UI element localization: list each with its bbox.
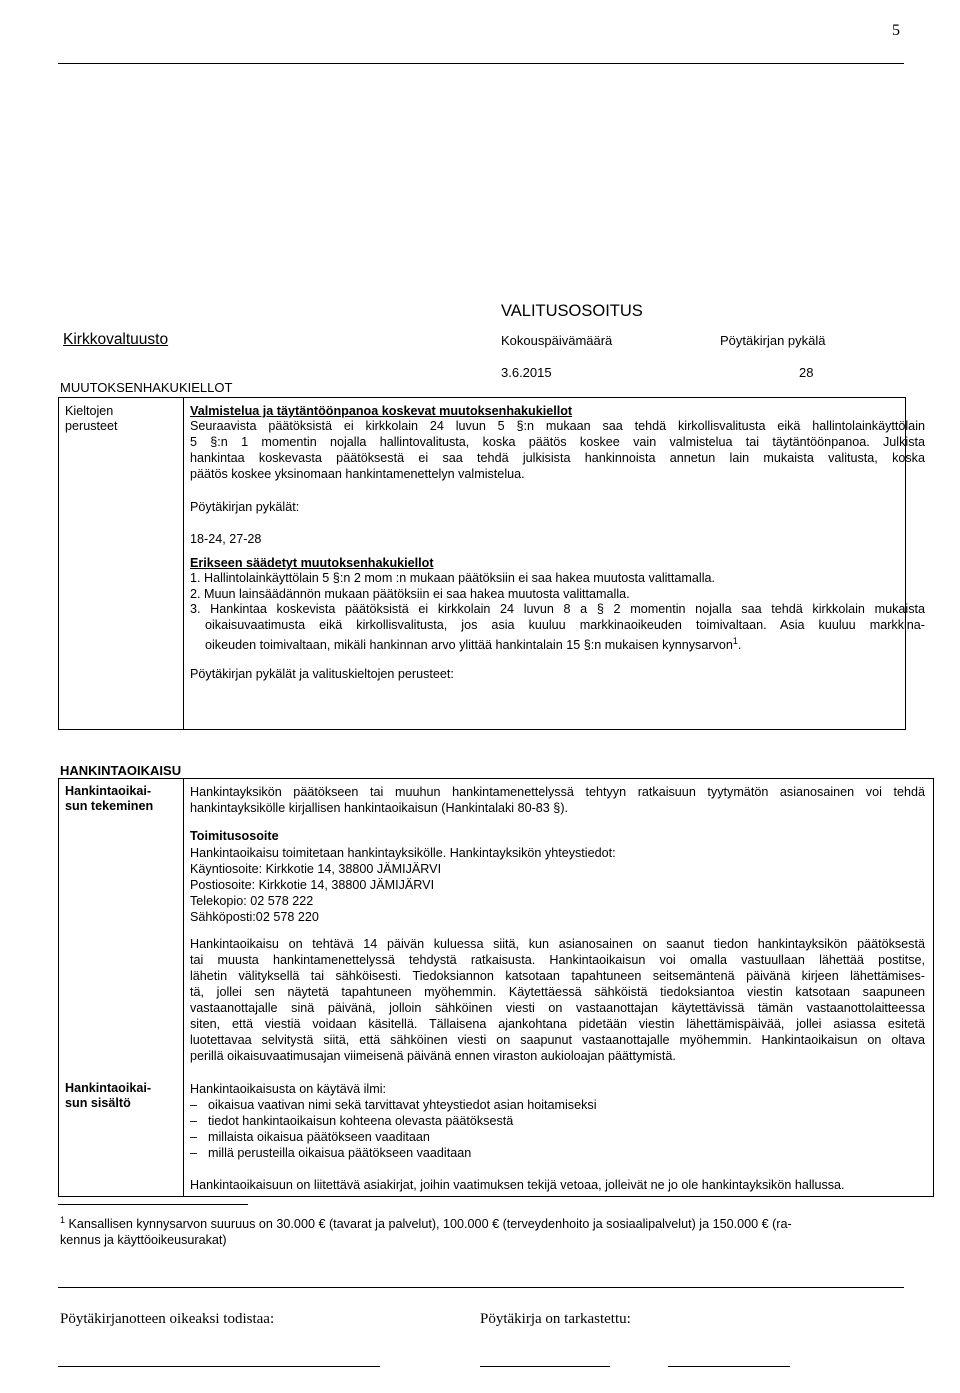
delivery-line: Telekopio: 02 578 222 (190, 894, 314, 908)
content-label-line: sun sisältö (65, 1096, 131, 1110)
certified-label: Pöytäkirjanotteen oikeaksi todistaa: (60, 1311, 275, 1327)
meeting-date: 3.6.2015 (501, 365, 552, 380)
special-restrictions-title: Erikseen säädetyt muutoksenhakukiellot (190, 556, 434, 570)
content-label-line: Hankintaoikai- (65, 1081, 152, 1095)
document-type: VALITUSOSOITUS (501, 302, 643, 320)
content-list-item (190, 1146, 471, 1161)
making-label-line: Hankintaoikai- (65, 784, 152, 798)
paragraph-line: päätös koskee yksinomaan hankintamenettelyn valmistelua. (190, 467, 525, 481)
deadline-line: tai muusta hankintamenettelyssä tehdystä ratkaisusta. Hankintaoikaisun voi omalla vastuullaan lähettää postitse, (190, 953, 925, 967)
section-label: Pöytäkirjan pykälä (720, 333, 826, 348)
restrictions-divider (183, 397, 184, 730)
deadline-line: luotettavaa selvitystä siitä, että sähköinen viesti on saapunut vastaanottajalle myöhemmin. Hankintaoikaisun on oltava (190, 1033, 925, 1047)
side-label-line: Kieltojen (65, 404, 114, 418)
section-number: 28 (799, 365, 814, 380)
deadline-line: Hankintaoikaisu on tehtävä 14 päivän kuluessa siitä, kun asianosainen on saanut tiedon hankintayksikön päätöksestä (190, 937, 925, 951)
footnote-rule (58, 1204, 248, 1205)
dash-bullet-icon: – (190, 1130, 198, 1144)
footnote (60, 1212, 792, 1248)
content-item-text: tiedot hankintaoikaisun kohteena olevasta päätöksestä (208, 1114, 514, 1128)
dash-bullet-icon: – (190, 1146, 198, 1160)
organ-name: Kirkkovaltuusto (63, 331, 169, 348)
content-label (65, 1081, 151, 1111)
restrictions-title: Valmistelua ja täytäntöönpanoa koskevat muutoksenhakukiellot (190, 404, 573, 418)
restriction-item-cont (205, 634, 741, 653)
deadline-line: perillä oikaisuvaatimusajan viimeisenä päivänä ennen viraston aukioloajan päättymistä. (190, 1049, 676, 1063)
attachments-line: Hankintaoikaisuun on liitettävä asiakirjat, joihin vaatimuksen tekijä vetoaa, jolleivät ne jo ole hankintayksikön hallussa. (190, 1178, 845, 1192)
content-list-item (190, 1098, 597, 1113)
footnote-ref: 1 (732, 636, 738, 646)
deadline-line: tä, jollei sen näytetä tapahtuneen myöhemmin. Käytettäessä sähköistä tiedoksiantoa viestin katsotaan saapuneen (190, 985, 925, 999)
intro-line: hankintayksikölle kirjallisen hankintaoikaisun (Hankintalaki 80-83 §). (190, 801, 569, 815)
restriction-item: 3. Hankintaa koskevista päätöksistä ei kirkkolain 24 luvun 8 a § 2 momentin nojalla saa tehdä kirkkolain mukaista (190, 602, 925, 616)
dash-bullet-icon: – (190, 1098, 198, 1112)
signature-line (668, 1366, 790, 1367)
side-label-line: perusteet (65, 419, 118, 433)
delivery-title: Toimitusosoite (190, 829, 279, 843)
restriction-item-text: oikeuden toimivaltaan, mikäli hankinnan arvo ylittää hankintalain 15 §:n mukaisen kynnysarvon (205, 638, 733, 653)
footnote-line (60, 1212, 792, 1232)
dash-bullet-icon: – (190, 1114, 198, 1128)
page-number: 5 (892, 22, 900, 39)
signature-line (480, 1366, 610, 1367)
meeting-date-label: Kokouspäivämäärä (501, 333, 613, 348)
paragraph-line: Seuraavista päätöksistä ei kirkkolain 24 luvun 5 §:n mukaan saa tehdä kirkollisvalitusta eikä hallintolainkäyttölain (190, 419, 925, 433)
delivery-line: Sähköposti:02 578 220 (190, 910, 319, 924)
footnote-line: kennus ja käyttöoikeusurakat) (60, 1233, 227, 1248)
deadline-line: siten, että viestiä voidaan käsitellä. Tällaisena ajankohtana pidetään viestin lähettämispäivää, jollei asiassa esitetä (190, 1017, 925, 1031)
delivery-line: Käyntiosoite: Kirkkotie 14, 38800 JÄMIJÄRVI (190, 862, 442, 876)
sections-label: Pöytäkirjan pykälät: (190, 500, 300, 514)
delivery-line: Postiosoite: Kirkkotie 14, 38800 JÄMIJÄRVI (190, 878, 435, 892)
making-label-line: sun tekeminen (65, 799, 154, 813)
footnote-text: Kansallisen kynnysarvon suuruus on 30.000 € (tavarat ja palvelut), 100.000 € (terveydenhoito ja sosiaalipalvelut) ja 150.000 € (ra- (68, 1217, 792, 1232)
content-item-text: millaista oikaisua päätökseen vaaditaan (208, 1130, 430, 1144)
footer-rule (58, 1287, 904, 1288)
checked-label: Pöytäkirja on tarkastettu: (480, 1311, 631, 1327)
restriction-item: 1. Hallintolainkäyttölain 5 §:n 2 mom :n mukaan päätöksiin ei saa hakea muutosta valittamalla. (190, 571, 716, 585)
procurement-divider (183, 778, 184, 1197)
paragraph-line: 5 §:n 1 momentin nojalla hallintovalitusta, koska päätös koskee vain valmistelua tai täytäntöönpanoa. Julkista (190, 435, 925, 449)
content-list-item (190, 1130, 430, 1145)
content-item-text: oikaisua vaativan nimi sekä tarvittavat yhteystiedot asian hoitamiseksi (208, 1098, 597, 1112)
paragraph-line: hankintaa koskevasta päätöksestä ei saa tehdä julkisista hankinnoista annetun lain mukaista valitusta, koska (190, 451, 925, 465)
content-list-item (190, 1114, 513, 1129)
reasons-label: Pöytäkirjan pykälät ja valituskieltojen perusteet: (190, 667, 454, 681)
footnote-number: 1 (60, 1215, 66, 1225)
restrictions-side-label (65, 404, 118, 434)
intro-line: Hankintayksikön päätökseen tai muuhun hankintamenettelyssä tehtyyn ratkaisuun tyytymätön asianosainen voi tehdä (190, 785, 925, 799)
delivery-line: Hankintaoikaisu toimitetaan hankintayksikölle. Hankintayksikön yhteystiedot: (190, 846, 616, 860)
deadline-line: vastaanottajalle sinä päivänä, jolloin sähköinen viesti on vastaanottajan käytettävissä tämän vastaanottolaitteessa (190, 1001, 925, 1015)
signature-line (58, 1366, 380, 1367)
content-item-text: millä perusteilla oikaisua päätökseen vaaditaan (208, 1146, 472, 1160)
content-intro: Hankintaoikaisusta on käytävä ilmi: (190, 1082, 386, 1096)
procurement-heading: HANKINTAOIKAISU (60, 763, 182, 778)
making-label (65, 784, 153, 814)
restriction-item-cont: oikaisuvaatimusta eikä kirkollisvalitusta, jos asia kuuluu markkinaoikeuden toimivaltaan. Asia kuuluu markkina- (205, 618, 925, 632)
sections-value: 18-24, 27-28 (190, 532, 262, 546)
restriction-item-end: . (737, 638, 742, 653)
restrictions-heading: MUUTOKSENHAKUKIELLOT (60, 380, 233, 395)
deadline-line: lähetin välityksellä tai sähköisesti. Tiedoksiannon katsotaan tapahtuneen seitsemäntenä päivänä kirjeen lähettämises- (190, 969, 925, 983)
restriction-item: 2. Muun lainsäädännön mukaan päätöksiin ei saa hakea muutosta valittamalla. (190, 587, 630, 601)
header-rule (58, 63, 904, 64)
